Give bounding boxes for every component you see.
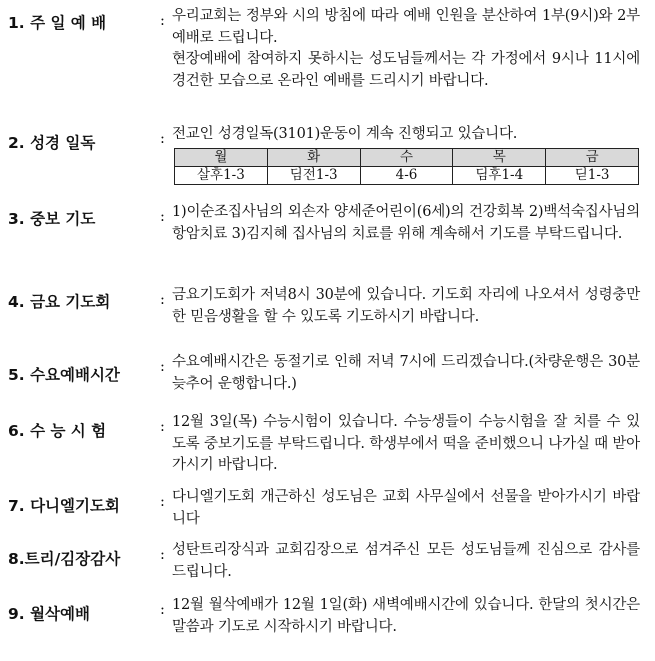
paragraph: 우리교회는 정부와 시의 방침에 따라 예배 인원을 분산하여 1부(9시)와 2부 예배로 드립니다. — [172, 8, 640, 46]
colon-separator: : — [160, 494, 165, 510]
section-heading: 7. 다니엘기도회 — [8, 497, 120, 515]
reading-tuesday: 딤전1-3 — [267, 167, 360, 185]
colon-separator: : — [160, 13, 165, 29]
colon-separator: : — [160, 131, 165, 147]
reading-monday: 살후1-3 — [175, 167, 268, 185]
paragraph: 다니엘기도회 개근하신 성도님은 교회 사무실에서 선물을 받아가시기 바랍니다 — [172, 489, 640, 527]
table-row — [175, 167, 639, 185]
section-heading: 8.트리/김장감사 — [8, 550, 121, 568]
paragraph: 12월 3일(목) 수능시험이 있습니다. 수능생들이 수능시험을 잘 치를 수 있도록 중보기도를 부탁드립니다. 학생부에서 떡을 준비했으니 나가실 때 받아가시기 바랍니다. — [172, 414, 640, 473]
section-heading: 4. 금요 기도회 — [8, 293, 111, 311]
section-body — [172, 352, 640, 395]
section-body — [172, 202, 640, 245]
day-friday: 금 — [546, 149, 639, 167]
day-monday: 월 — [175, 149, 268, 167]
day-thursday: 목 — [453, 149, 546, 167]
reading-friday: 딛1-3 — [546, 167, 639, 185]
section-heading: 2. 성경 일독 — [8, 134, 96, 152]
paragraph: 12월 월삭예배가 12월 1일(화) 새벽예배시간에 있습니다. 한달의 첫시간은 말씀과 기도로 시작하시기 바랍니다. — [172, 597, 640, 635]
paragraph: 수요예배시간은 동절기로 인해 저녁 7시에 드리겠습니다.(차량운행은 30분 늦추어 운행합니다.) — [172, 354, 640, 392]
colon-separator: : — [160, 602, 165, 618]
paragraph: 금요기도회가 저녁8시 30분에 있습니다. 기도회 자리에 나오셔서 성령충만한 믿음생활을 할 수 있도록 기도하시기 바랍니다. — [172, 287, 640, 325]
colon-separator: : — [160, 359, 165, 375]
section-body — [172, 124, 640, 146]
section-heading: 5. 수요예배시간 — [8, 366, 120, 384]
section-body — [172, 285, 640, 328]
paragraph: 현장예배에 참여하지 못하시는 성도님들께서는 각 가정에서 9시나 11시에 경건한 모습으로 온라인 예배를 드리시기 바랍니다. — [172, 51, 640, 89]
section-body — [172, 487, 640, 530]
section-body — [172, 6, 640, 92]
paragraph: 성탄트리장식과 교회김장으로 섬겨주신 모든 성도님들께 진심으로 감사를 드립니다. — [172, 542, 640, 580]
colon-separator: : — [160, 209, 165, 225]
reading-plan-table — [174, 148, 639, 185]
colon-separator: : — [160, 547, 165, 563]
table-header-row — [175, 149, 639, 167]
day-wednesday: 수 — [360, 149, 453, 167]
reading-wednesday: 4-6 — [360, 167, 453, 185]
section-body — [172, 540, 640, 583]
day-tuesday: 화 — [267, 149, 360, 167]
section-heading: 6. 수 능 시 험 — [8, 422, 107, 440]
paragraph: 전교인 성경일독(3101)운동이 계속 진행되고 있습니다. — [172, 126, 518, 142]
colon-separator: : — [160, 419, 165, 435]
section-body — [172, 595, 640, 638]
paragraph: 1)이순조집사님의 외손자 양세준어린이(6세)의 건강회복 2)백석숙집사님의 항암치료 3)김지혜 집사님의 치료를 위해 계속해서 기도를 부탁드립니다. — [172, 204, 640, 242]
colon-separator: : — [160, 292, 165, 308]
section-heading: 1. 주 일 예 배 — [8, 14, 107, 32]
section-body — [172, 412, 640, 477]
reading-thursday: 딤후1-4 — [453, 167, 546, 185]
section-heading: 3. 중보 기도 — [8, 210, 96, 228]
section-heading: 9. 월삭예배 — [8, 605, 90, 623]
